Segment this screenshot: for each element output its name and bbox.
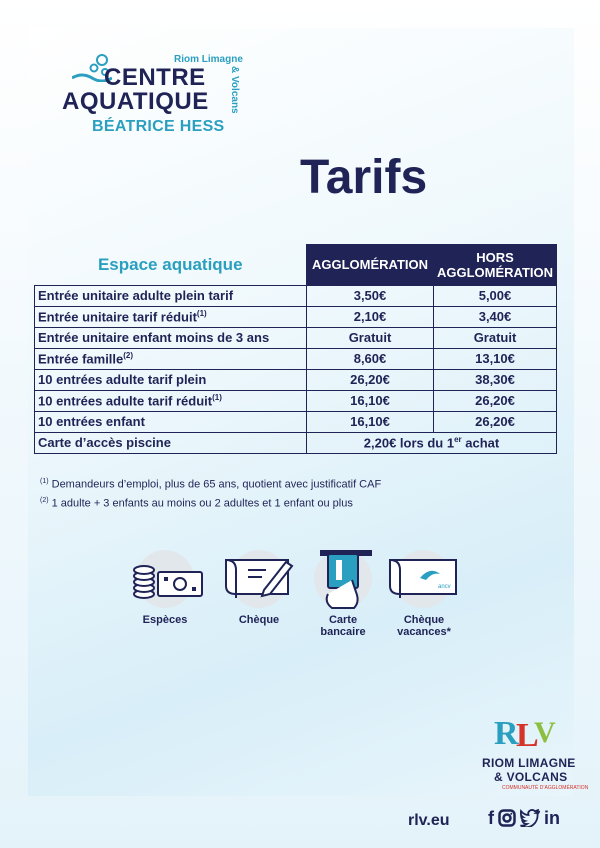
footnote-2-mark: (2) (40, 496, 49, 504)
payment-especes-circle (136, 550, 194, 608)
table-row (35, 285, 557, 306)
section-title: Espace aquatique (35, 245, 307, 286)
header-agglomeration: AGGLOMÉRATION (307, 245, 434, 286)
footnote-2-text: 1 adulte + 3 enfants au moins ou 2 adultes et 1 enfant ou plus (51, 497, 353, 510)
row-label-text: Entrée unitaire adulte plein tarif (38, 288, 234, 303)
logo-line-hess: BÉATRICE HESS (92, 118, 225, 135)
row-value-agglo: 2,10€ (307, 306, 434, 327)
row-value-agglo: 26,20€ (307, 369, 434, 390)
row-value-agglo: 8,60€ (307, 348, 434, 369)
payment-especes (130, 550, 200, 626)
row-label (35, 306, 307, 327)
twitter-icon[interactable] (520, 809, 540, 827)
row-label-text: 10 entrées enfant (38, 414, 145, 429)
row-value-hors: 3,40€ (434, 306, 557, 327)
footnotes (40, 474, 381, 511)
svg-text:R: R (494, 715, 519, 752)
logo-side-line: & Volcans (229, 66, 240, 114)
rlv-name-line1: RIOM LIMAGNE (482, 756, 576, 770)
rlv-tagline: COMMUNAUTÉ D’AGGLOMÉRATION (502, 785, 589, 791)
table-row (35, 306, 557, 327)
rlv-name-line2: & VOLCANS (494, 770, 568, 784)
row-label (35, 390, 307, 411)
row-label (35, 285, 307, 306)
table-row (35, 348, 557, 369)
header-hors-line2: AGGLOMÉRATION (436, 264, 554, 280)
facebook-icon[interactable]: f (488, 808, 494, 828)
row-label (35, 411, 307, 432)
footnote-1-mark: (1) (40, 478, 49, 485)
table-row (35, 390, 557, 411)
table-row (35, 369, 557, 390)
table-header-row (35, 245, 557, 286)
row-footnote-mark: (1) (212, 392, 222, 402)
row-label (35, 327, 307, 348)
carte-value-pre: 2,20€ lors du 1 (363, 435, 455, 451)
holiday-voucher-icon (386, 550, 466, 610)
row-label (35, 348, 307, 369)
row-value-agglo: Gratuit (307, 327, 434, 348)
payment-carte-label: Carte bancaire (320, 614, 366, 638)
row-footnote-mark: (1) (196, 308, 207, 318)
header-hors-line1: HORS (476, 249, 514, 265)
payment-cheque-vacances-label: Chèque vacances* (397, 614, 451, 638)
payment-cheque (224, 550, 294, 626)
bank-card-icon (306, 550, 386, 610)
cash-icon (128, 550, 208, 610)
row-value-hors: 13,10€ (434, 348, 557, 369)
row-label-text: Entrée unitaire enfant moins de 3 ans (38, 330, 270, 345)
logo-top-line: Riom Limagne (174, 54, 243, 65)
row-value-hors: 5,00€ (434, 285, 557, 306)
payment-especes-label: Espèces (142, 614, 188, 626)
cheque-icon (222, 550, 302, 610)
linkedin-icon[interactable]: in (544, 808, 560, 828)
payment-carte (308, 550, 378, 638)
row-label-text: Entrée famille (38, 351, 124, 367)
row-value-hors: 38,30€ (434, 369, 557, 390)
logo-line-centre: CENTRE (104, 64, 206, 91)
row-label: Carte d’accès piscine (35, 432, 307, 453)
instagram-icon[interactable] (498, 809, 516, 827)
footnote-1 (40, 474, 381, 493)
carte-value-sup: er (454, 434, 462, 444)
website-link[interactable]: rlv.eu (408, 812, 450, 829)
rlv-mark-icon (494, 712, 560, 752)
row-value-agglo: 3,50€ (307, 285, 434, 306)
payment-cheque-vacances-circle (394, 550, 452, 608)
table-row-carte (35, 432, 557, 453)
tarifs-table (34, 244, 557, 454)
row-value-merged (307, 432, 557, 453)
row-footnote-mark: (2) (123, 350, 134, 360)
payment-cheque-circle (230, 550, 288, 608)
row-value-hors: 26,20€ (434, 411, 557, 432)
row-label-text: Entrée unitaire tarif réduit (38, 309, 197, 325)
footnote-1-text: Demandeurs d’emploi, plus de 65 ans, quotient avec justificatif CAF (51, 478, 382, 491)
social-icons (488, 808, 560, 828)
payment-carte-circle (314, 550, 372, 608)
svg-text:V: V (534, 716, 556, 749)
centre-aquatique-logo (62, 52, 272, 144)
page-title: Tarifs (300, 151, 428, 204)
payment-cheque-label: Chèque (238, 614, 280, 626)
carte-value-post: achat (461, 435, 500, 451)
row-value-hors: 26,20€ (434, 390, 557, 411)
payment-cheque-vacances (388, 550, 458, 638)
ancv-mark: ancv (438, 584, 451, 590)
logo-line-aquatique: AQUATIQUE (62, 88, 209, 115)
table-row (35, 327, 557, 348)
row-value-agglo: 16,10€ (307, 390, 434, 411)
footnote-2 (40, 493, 381, 512)
header-hors-agglomeration (434, 245, 557, 286)
table-row (35, 411, 557, 432)
row-label-text: 10 entrées adulte tarif réduit (38, 393, 213, 409)
row-value-hors: Gratuit (434, 327, 557, 348)
svg-text:L: L (516, 717, 539, 752)
row-value-agglo: 16,10€ (307, 411, 434, 432)
row-label (35, 369, 307, 390)
row-label-text: 10 entrées adulte tarif plein (38, 372, 207, 387)
